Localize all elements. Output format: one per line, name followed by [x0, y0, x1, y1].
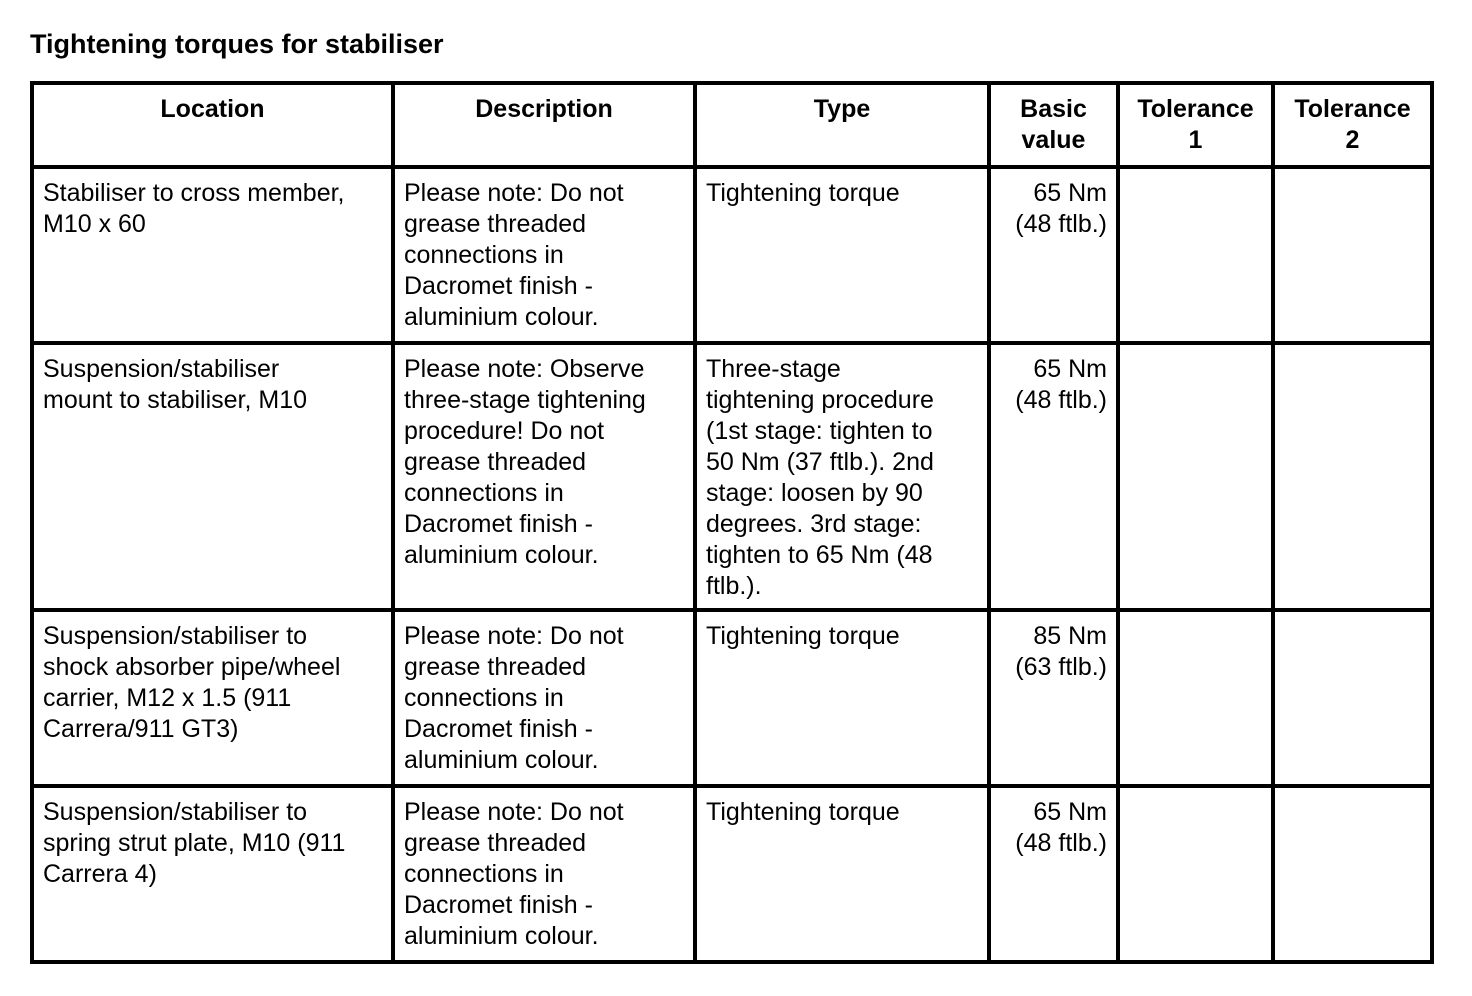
cell-tolerance-1	[1118, 343, 1273, 610]
cell-location	[32, 167, 393, 343]
cell-line: grease threaded	[404, 210, 587, 238]
cell-tolerance-1	[1118, 786, 1273, 962]
cell-basic-value	[989, 786, 1118, 962]
header-tolerance-1	[1118, 83, 1273, 167]
cell-line: spring strut plate, M10 (911	[43, 829, 346, 857]
cell-line: carrier, M12 x 1.5 (911	[43, 684, 292, 712]
cell-line: stage: loosen by 90	[706, 479, 923, 507]
cell-basic-value	[989, 167, 1118, 343]
cell-line: Three-stage	[706, 355, 841, 383]
table-row	[32, 343, 1432, 610]
cell-line: connections in	[404, 241, 564, 269]
cell-line: Please note: Do not	[404, 622, 624, 650]
cell-line: Stabiliser to cross member,	[43, 179, 345, 207]
cell-line: aluminium colour.	[404, 746, 599, 774]
cell-location	[32, 343, 393, 610]
table-header-row	[32, 83, 1432, 167]
cell-basic-value	[989, 343, 1118, 610]
cell-line: 65 Nm	[1033, 179, 1107, 207]
header-basic-value	[989, 83, 1118, 167]
cell-line: (48 ftlb.)	[1015, 386, 1107, 414]
cell-line: Suspension/stabiliser to	[43, 798, 308, 826]
cell-tolerance-1	[1118, 167, 1273, 343]
cell-line: (1st stage: tighten to	[706, 417, 933, 445]
cell-line: Please note: Do not	[404, 179, 624, 207]
cell-line: Please note: Observe	[404, 355, 645, 383]
header-tolerance-2-line: Tolerance	[1294, 95, 1411, 123]
cell-line: procedure! Do not	[404, 417, 605, 445]
page-title: Tightening torques for stabiliser	[30, 29, 444, 59]
cell-line: connections in	[404, 684, 564, 712]
cell-line: tighten to 65 Nm (48	[706, 541, 933, 569]
cell-description	[393, 610, 695, 786]
header-type-label: Type	[813, 95, 871, 123]
cell-line: tightening procedure	[706, 386, 934, 414]
cell-line: Please note: Do not	[404, 798, 624, 826]
cell-line: ftlb.).	[706, 572, 762, 600]
cell-line: grease threaded	[404, 448, 587, 476]
cell-description	[393, 167, 695, 343]
cell-line: 65 Nm	[1033, 798, 1107, 826]
cell-line: aluminium colour.	[404, 922, 599, 950]
cell-line: Tightening torque	[706, 798, 900, 826]
cell-line: Carrera 4)	[43, 860, 157, 888]
cell-line: grease threaded	[404, 653, 587, 681]
header-description-label: Description	[475, 95, 613, 123]
cell-type	[695, 786, 989, 962]
cell-line: grease threaded	[404, 829, 587, 857]
cell-tolerance-2	[1273, 167, 1432, 343]
cell-line: 85 Nm	[1033, 622, 1107, 650]
table-row	[32, 610, 1432, 786]
cell-line: Dacromet finish -	[404, 715, 593, 743]
cell-basic-value	[989, 610, 1118, 786]
cell-line: mount to stabiliser, M10	[43, 386, 308, 414]
cell-line: aluminium colour.	[404, 541, 599, 569]
header-location	[32, 83, 393, 167]
cell-line: (63 ftlb.)	[1015, 653, 1107, 681]
cell-line: connections in	[404, 479, 564, 507]
table-row	[32, 786, 1432, 962]
cell-type	[695, 610, 989, 786]
cell-line: aluminium colour.	[404, 303, 599, 331]
cell-tolerance-1	[1118, 610, 1273, 786]
cell-line: (48 ftlb.)	[1015, 829, 1107, 857]
header-type	[695, 83, 989, 167]
cell-line: shock absorber pipe/wheel	[43, 653, 341, 681]
header-location-label: Location	[160, 95, 265, 123]
cell-location	[32, 610, 393, 786]
header-description	[393, 83, 695, 167]
cell-line: degrees. 3rd stage:	[706, 510, 922, 538]
cell-location	[32, 786, 393, 962]
table-row	[32, 167, 1432, 343]
cell-type	[695, 343, 989, 610]
cell-description	[393, 343, 695, 610]
cell-line: 65 Nm	[1033, 355, 1107, 383]
header-tolerance-1-line: 1	[1188, 126, 1203, 154]
cell-description	[393, 786, 695, 962]
header-tolerance-2-line: 2	[1345, 126, 1360, 154]
header-basic-value-line: value	[1021, 126, 1086, 154]
cell-tolerance-2	[1273, 343, 1432, 610]
cell-line: (48 ftlb.)	[1015, 210, 1107, 238]
cell-line: Carrera/911 GT3)	[43, 715, 239, 743]
cell-line: Dacromet finish -	[404, 510, 593, 538]
cell-line: Tightening torque	[706, 622, 900, 650]
cell-line: Suspension/stabiliser	[43, 355, 280, 383]
torque-table	[30, 81, 1434, 964]
cell-tolerance-2	[1273, 786, 1432, 962]
cell-line: Dacromet finish -	[404, 891, 593, 919]
cell-line: 50 Nm (37 ftlb.). 2nd	[706, 448, 934, 476]
cell-line: Dacromet finish -	[404, 272, 593, 300]
cell-line: Tightening torque	[706, 179, 900, 207]
cell-line: three-stage tightening	[404, 386, 646, 414]
cell-line: M10 x 60	[43, 210, 146, 238]
header-tolerance-1-line: Tolerance	[1137, 95, 1254, 123]
header-basic-value-line: Basic	[1020, 95, 1087, 123]
cell-line: connections in	[404, 860, 564, 888]
cell-line: Suspension/stabiliser to	[43, 622, 308, 650]
header-tolerance-2	[1273, 83, 1432, 167]
cell-tolerance-2	[1273, 610, 1432, 786]
cell-type	[695, 167, 989, 343]
